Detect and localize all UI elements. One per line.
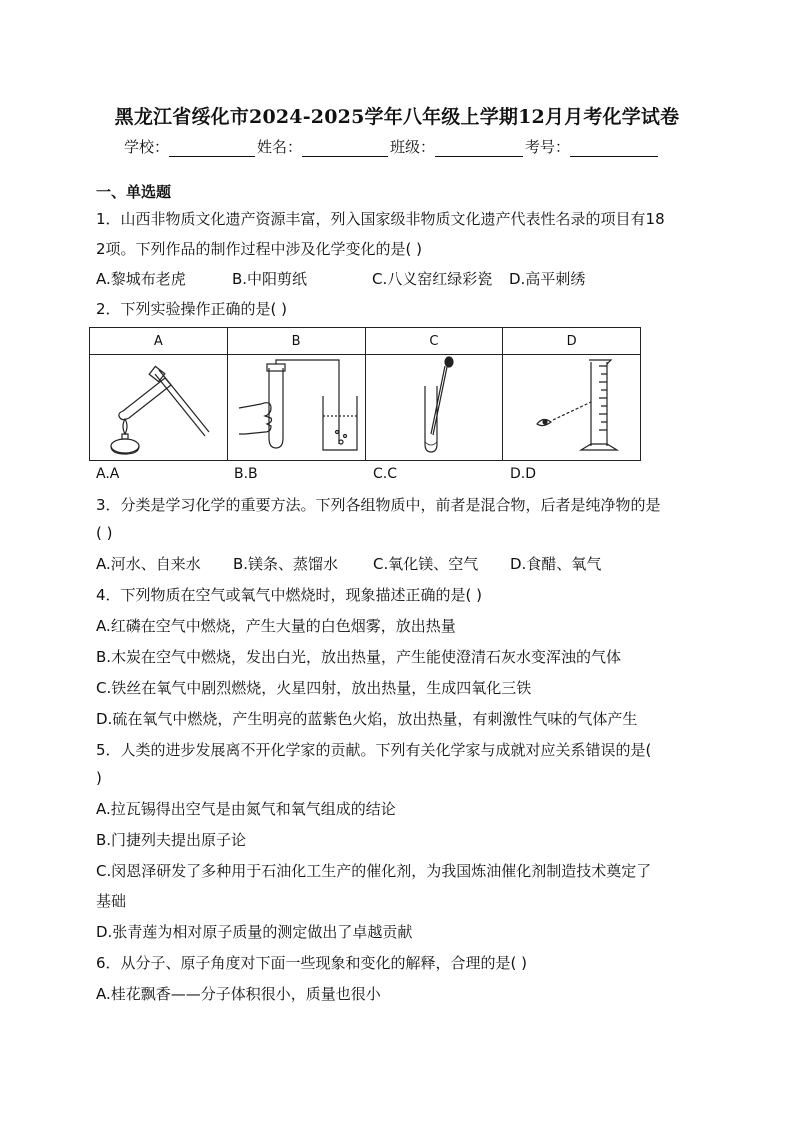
q2-option-a: A.A <box>96 466 120 482</box>
q4-option-d: D.硫在氧气中燃烧，产生明亮的蓝紫色火焰，放出热量，有刺激性气味的气体产生 <box>96 710 638 728</box>
q2-header-row <box>90 328 641 355</box>
student-info-row <box>124 136 660 157</box>
q2-cell-c <box>365 355 503 461</box>
q5-option-b: B.门捷列夫提出原子论 <box>96 831 247 849</box>
class-blank[interactable] <box>435 140 523 157</box>
q1-stem-line2: 2项。下列作品的制作过程中涉及化学变化的是( ) <box>96 240 423 258</box>
q4-option-a: A.红磷在空气中燃烧，产生大量的白色烟雾，放出热量 <box>96 617 456 635</box>
q5-option-d: D.张青莲为相对原子质量的测定做出了卓越贡献 <box>96 923 413 941</box>
name-blank[interactable] <box>302 140 388 157</box>
q1-option-b: B.中阳剪纸 <box>232 270 308 288</box>
q2-cell-b <box>227 355 365 461</box>
q1-option-c: C.八义窑红绿彩瓷 <box>372 270 493 288</box>
graduated-cylinder-reading-icon <box>507 356 637 456</box>
q2-header-d: D <box>503 328 641 355</box>
class-label: 班级： <box>390 138 436 156</box>
q2-options <box>96 466 656 484</box>
dropper-in-test-tube-icon <box>369 356 499 456</box>
airtightness-check-icon <box>231 356 361 456</box>
q1-stem-line1: 1．山西非物质文化遗产资源丰富，列入国家级非物质文化遗产代表性名录的项目有18 <box>96 210 665 228</box>
q6-option-a: A.桂花飘香——分子体积很小，质量也很小 <box>96 985 381 1003</box>
exam-no-blank[interactable] <box>570 140 658 157</box>
q3-stem-line1: 3．分类是学习化学的重要方法。下列各组物质中，前者是混合物，后者是纯净物的是 <box>96 496 661 514</box>
q2-header-c: C <box>365 328 503 355</box>
q4-option-c: C.铁丝在氧气中剧烈燃烧，火星四射，放出热量，生成四氧化三铁 <box>96 679 532 697</box>
exam-no-label: 考号： <box>525 138 571 156</box>
exam-title: 黑龙江省绥化市2024-2025学年八年级上学期12月月考化学试卷 <box>114 106 680 128</box>
q4-stem: 4．下列物质在空气或氧气中燃烧时，现象描述正确的是( ) <box>96 586 483 604</box>
q5-stem-line2: ) <box>96 769 102 787</box>
q4-option-b: B.木炭在空气中燃烧，发出白光，放出热量，产生能使澄清石灰水变浑浊的气体 <box>96 648 622 666</box>
q3-option-c: C.氧化镁、空气 <box>373 555 479 573</box>
q2-option-b: B.B <box>234 466 258 482</box>
q2-cell-d <box>503 355 641 461</box>
q3-option-b: B.镁条、蒸馏水 <box>233 555 339 573</box>
q2-diagram-table <box>89 327 641 461</box>
q5-stem-line1: 5．人类的进步发展离不开化学家的贡献。下列有关化学家与成就对应关系错误的是( <box>96 741 652 759</box>
q3-stem-line2: ( ) <box>96 524 113 542</box>
q2-stem: 2．下列实验操作正确的是( ) <box>96 300 288 318</box>
school-blank[interactable] <box>169 140 255 157</box>
q2-image-row <box>90 355 641 461</box>
alcohol-lamp-heating-test-tube-icon <box>93 356 223 456</box>
q2-option-d: D.D <box>510 466 537 482</box>
section-heading: 一、单选题 <box>96 183 172 201</box>
q3-option-d: D.食醋、氧气 <box>510 555 602 573</box>
q2-header-b: B <box>227 328 365 355</box>
q5-option-a: A.拉瓦锡得出空气是由氮气和氧气组成的结论 <box>96 800 396 818</box>
q1-option-a: A.黎城布老虎 <box>96 270 186 288</box>
q2-option-c: C.C <box>373 466 398 482</box>
q1-option-d: D.高平刺绣 <box>509 270 586 288</box>
name-label: 姓名： <box>257 138 303 156</box>
q5-option-c-line2: 基础 <box>96 892 127 910</box>
school-label: 学校： <box>124 138 170 156</box>
q2-cell-a <box>90 355 228 461</box>
q3-option-a: A.河水、自来水 <box>96 555 201 573</box>
q6-stem: 6．从分子、原子角度对下面一些现象和变化的解释，合理的是( ) <box>96 954 528 972</box>
q5-option-c-line1: C.闵恩泽研发了多种用于石油化工生产的催化剂，为我国炼油催化剂制造技术奠定了 <box>96 862 652 880</box>
q2-header-a: A <box>90 328 228 355</box>
